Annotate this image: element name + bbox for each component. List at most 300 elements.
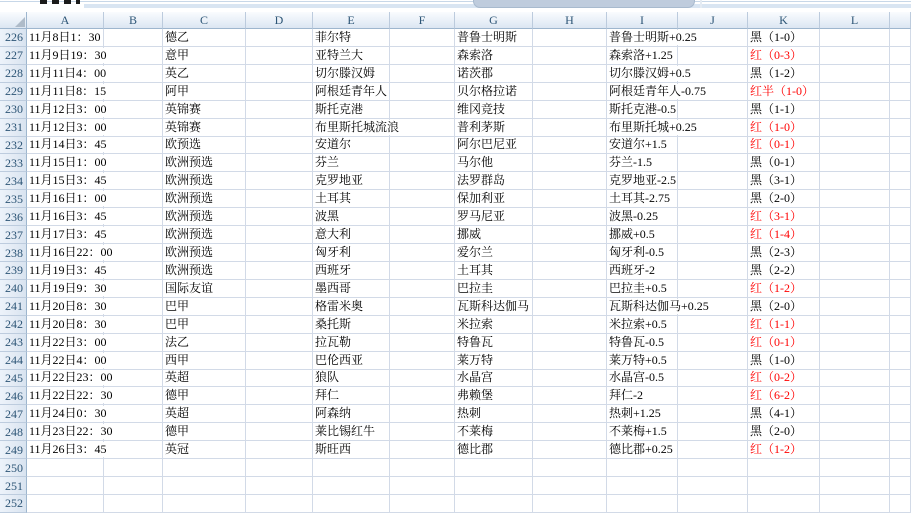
cell-E243[interactable] bbox=[313, 334, 390, 352]
cell-E228[interactable] bbox=[313, 65, 390, 83]
cell-H229[interactable] bbox=[533, 83, 607, 101]
cell-D244[interactable] bbox=[246, 352, 313, 370]
cell-L240[interactable] bbox=[820, 280, 890, 298]
cell-C244[interactable] bbox=[163, 352, 246, 370]
cell-J237[interactable] bbox=[678, 226, 748, 244]
cell-K243[interactable] bbox=[748, 334, 820, 352]
cell-K231[interactable] bbox=[748, 119, 820, 137]
cell-H231[interactable] bbox=[533, 119, 607, 137]
cell-A227[interactable] bbox=[27, 47, 107, 65]
cell-B252[interactable] bbox=[104, 495, 163, 513]
cell-G235[interactable] bbox=[455, 190, 533, 208]
cell-B251[interactable] bbox=[104, 477, 163, 495]
cell-F233[interactable] bbox=[390, 154, 455, 172]
cell-L232[interactable] bbox=[820, 137, 890, 155]
cell-B243[interactable] bbox=[104, 334, 163, 352]
cell-C231[interactable] bbox=[163, 119, 246, 137]
cell-D239[interactable] bbox=[246, 262, 313, 280]
cell-J252[interactable] bbox=[678, 495, 748, 513]
cell-I231[interactable] bbox=[607, 119, 697, 137]
column-header-K[interactable]: K bbox=[748, 12, 820, 29]
cell-C247[interactable] bbox=[163, 405, 246, 423]
cell-I232[interactable] bbox=[607, 137, 678, 155]
cell-D247[interactable] bbox=[246, 405, 313, 423]
cell-J239[interactable] bbox=[678, 262, 748, 280]
cell-J246[interactable] bbox=[678, 387, 748, 405]
cell-A236[interactable] bbox=[27, 208, 107, 226]
row-header-250[interactable]: 250 bbox=[0, 459, 27, 477]
cell-A240[interactable] bbox=[27, 280, 107, 298]
cell-E247[interactable] bbox=[313, 405, 390, 423]
cell-I238[interactable] bbox=[607, 244, 678, 262]
cell-H226[interactable] bbox=[533, 29, 607, 47]
cell-B245[interactable] bbox=[104, 370, 163, 388]
cell-J245[interactable] bbox=[678, 370, 748, 388]
row-header-247[interactable]: 247 bbox=[0, 405, 27, 423]
cell-G240[interactable] bbox=[455, 280, 533, 298]
cell-B246[interactable] bbox=[104, 387, 163, 405]
cell-F234[interactable] bbox=[390, 172, 455, 190]
row-header-236[interactable]: 236 bbox=[0, 208, 27, 226]
cell-F236[interactable] bbox=[390, 208, 455, 226]
row-header-230[interactable]: 230 bbox=[0, 101, 27, 119]
cell-I236[interactable] bbox=[607, 208, 678, 226]
cell-E238[interactable] bbox=[313, 244, 390, 262]
column-header-L[interactable]: L bbox=[820, 12, 890, 29]
cell-H227[interactable] bbox=[533, 47, 607, 65]
cell-C248[interactable] bbox=[163, 423, 246, 441]
cell-B227[interactable] bbox=[104, 47, 163, 65]
cell-A241[interactable] bbox=[27, 298, 107, 316]
cell-G228[interactable] bbox=[455, 65, 533, 83]
cell-C237[interactable] bbox=[163, 226, 246, 244]
column-header-I[interactable]: I bbox=[607, 12, 678, 29]
cell-L233[interactable] bbox=[820, 154, 890, 172]
cell-I252[interactable] bbox=[607, 495, 678, 513]
cell-H240[interactable] bbox=[533, 280, 607, 298]
cell-C226[interactable] bbox=[163, 29, 246, 47]
cell-H233[interactable] bbox=[533, 154, 607, 172]
cell-H239[interactable] bbox=[533, 262, 607, 280]
cell-K227[interactable] bbox=[748, 47, 820, 65]
cell-B232[interactable] bbox=[104, 137, 163, 155]
cell-H237[interactable] bbox=[533, 226, 607, 244]
cell-G238[interactable] bbox=[455, 244, 533, 262]
cell-J240[interactable] bbox=[678, 280, 748, 298]
column-header-D[interactable]: D bbox=[246, 12, 313, 29]
cell-C227[interactable] bbox=[163, 47, 246, 65]
cell-D245[interactable] bbox=[246, 370, 313, 388]
row-header-244[interactable]: 244 bbox=[0, 352, 27, 370]
cell-E242[interactable] bbox=[313, 316, 390, 334]
cell-E244[interactable] bbox=[313, 352, 390, 370]
cell-E236[interactable] bbox=[313, 208, 390, 226]
cell-I226[interactable] bbox=[607, 29, 697, 47]
cell-B231[interactable] bbox=[104, 119, 163, 137]
cell-K233[interactable] bbox=[748, 154, 820, 172]
cell-L234[interactable] bbox=[820, 172, 890, 190]
cell-I229[interactable] bbox=[607, 83, 706, 101]
row-header-239[interactable]: 239 bbox=[0, 262, 27, 280]
cell-F228[interactable] bbox=[390, 65, 455, 83]
cell-A249[interactable] bbox=[27, 441, 107, 459]
cell-A252[interactable] bbox=[27, 495, 104, 513]
cell-B240[interactable] bbox=[104, 280, 163, 298]
row-header-237[interactable]: 237 bbox=[0, 226, 27, 244]
cell-I243[interactable] bbox=[607, 334, 678, 352]
row-header-252[interactable]: 252 bbox=[0, 495, 27, 513]
cell-F242[interactable] bbox=[390, 316, 455, 334]
cell-B228[interactable] bbox=[104, 65, 163, 83]
cell-I237[interactable] bbox=[607, 226, 678, 244]
cell-A251[interactable] bbox=[27, 477, 104, 495]
cell-F239[interactable] bbox=[390, 262, 455, 280]
cell-I233[interactable] bbox=[607, 154, 678, 172]
cell-L246[interactable] bbox=[820, 387, 890, 405]
cell-F229[interactable] bbox=[390, 83, 455, 101]
cell-C250[interactable] bbox=[163, 459, 246, 477]
cell-E233[interactable] bbox=[313, 154, 390, 172]
cell-I227[interactable] bbox=[607, 47, 678, 65]
cell-F232[interactable] bbox=[390, 137, 455, 155]
cell-B238[interactable] bbox=[104, 244, 163, 262]
column-header-F[interactable]: F bbox=[390, 12, 455, 29]
cell-G247[interactable] bbox=[455, 405, 533, 423]
cell-D237[interactable] bbox=[246, 226, 313, 244]
cell-C236[interactable] bbox=[163, 208, 246, 226]
cell-K248[interactable] bbox=[748, 423, 820, 441]
cell-C233[interactable] bbox=[163, 154, 246, 172]
cell-L252[interactable] bbox=[820, 495, 890, 513]
cell-K230[interactable] bbox=[748, 101, 820, 119]
cell-I248[interactable] bbox=[607, 423, 678, 441]
cell-A233[interactable] bbox=[27, 154, 107, 172]
cell-D231[interactable] bbox=[246, 119, 313, 137]
row-header-251[interactable]: 251 bbox=[0, 477, 27, 495]
row-header-240[interactable]: 240 bbox=[0, 280, 27, 298]
cell-J242[interactable] bbox=[678, 316, 748, 334]
cell-C243[interactable] bbox=[163, 334, 246, 352]
cell-G242[interactable] bbox=[455, 316, 533, 334]
cell-K249[interactable] bbox=[748, 441, 820, 459]
cell-H248[interactable] bbox=[533, 423, 607, 441]
cell-E232[interactable] bbox=[313, 137, 390, 155]
cell-K228[interactable] bbox=[748, 65, 820, 83]
cell-B233[interactable] bbox=[104, 154, 163, 172]
cell-G230[interactable] bbox=[455, 101, 533, 119]
cell-E230[interactable] bbox=[313, 101, 390, 119]
cell-A248[interactable] bbox=[27, 423, 113, 441]
cell-F245[interactable] bbox=[390, 370, 455, 388]
cell-C241[interactable] bbox=[163, 298, 246, 316]
cell-E251[interactable] bbox=[313, 477, 390, 495]
cell-J230[interactable] bbox=[678, 101, 748, 119]
column-header-G[interactable]: G bbox=[455, 12, 533, 29]
cell-H246[interactable] bbox=[533, 387, 607, 405]
cell-E248[interactable] bbox=[313, 423, 390, 441]
cell-A239[interactable] bbox=[27, 262, 107, 280]
cell-L227[interactable] bbox=[820, 47, 890, 65]
cell-B244[interactable] bbox=[104, 352, 163, 370]
cell-H251[interactable] bbox=[533, 477, 607, 495]
cell-F248[interactable] bbox=[390, 423, 455, 441]
cell-F226[interactable] bbox=[390, 29, 455, 47]
row-header-226[interactable]: 226 bbox=[0, 29, 27, 47]
cell-A244[interactable] bbox=[27, 352, 107, 370]
cell-J234[interactable] bbox=[678, 172, 748, 190]
cell-K250[interactable] bbox=[748, 459, 820, 477]
cell-J249[interactable] bbox=[678, 441, 748, 459]
cell-L238[interactable] bbox=[820, 244, 890, 262]
cell-K235[interactable] bbox=[748, 190, 820, 208]
cell-L226[interactable] bbox=[820, 29, 890, 47]
cell-D242[interactable] bbox=[246, 316, 313, 334]
cell-E237[interactable] bbox=[313, 226, 390, 244]
cell-D230[interactable] bbox=[246, 101, 313, 119]
cell-L231[interactable] bbox=[820, 119, 890, 137]
cell-L247[interactable] bbox=[820, 405, 890, 423]
cell-A246[interactable] bbox=[27, 387, 113, 405]
cell-D235[interactable] bbox=[246, 190, 313, 208]
column-header-B[interactable]: B bbox=[104, 12, 163, 29]
cell-F246[interactable] bbox=[390, 387, 455, 405]
cell-G245[interactable] bbox=[455, 370, 533, 388]
row-header-233[interactable]: 233 bbox=[0, 154, 27, 172]
cell-G233[interactable] bbox=[455, 154, 533, 172]
cell-D248[interactable] bbox=[246, 423, 313, 441]
cell-K236[interactable] bbox=[748, 208, 820, 226]
cell-F227[interactable] bbox=[390, 47, 455, 65]
cell-D228[interactable] bbox=[246, 65, 313, 83]
cell-L228[interactable] bbox=[820, 65, 890, 83]
cell-E239[interactable] bbox=[313, 262, 390, 280]
cell-D234[interactable] bbox=[246, 172, 313, 190]
cell-A232[interactable] bbox=[27, 137, 107, 155]
row-header-229[interactable]: 229 bbox=[0, 83, 27, 101]
cell-C232[interactable] bbox=[163, 137, 246, 155]
cell-C245[interactable] bbox=[163, 370, 246, 388]
cell-G239[interactable] bbox=[455, 262, 533, 280]
cell-A237[interactable] bbox=[27, 226, 107, 244]
cell-D226[interactable] bbox=[246, 29, 313, 47]
cell-C251[interactable] bbox=[163, 477, 246, 495]
row-header-248[interactable]: 248 bbox=[0, 423, 27, 441]
cell-H252[interactable] bbox=[533, 495, 607, 513]
cell-F243[interactable] bbox=[390, 334, 455, 352]
cell-B242[interactable] bbox=[104, 316, 163, 334]
cell-F240[interactable] bbox=[390, 280, 455, 298]
cell-J232[interactable] bbox=[678, 137, 748, 155]
cell-F238[interactable] bbox=[390, 244, 455, 262]
column-header-H[interactable]: H bbox=[533, 12, 607, 29]
cell-E241[interactable] bbox=[313, 298, 390, 316]
cell-C240[interactable] bbox=[163, 280, 246, 298]
cell-A243[interactable] bbox=[27, 334, 107, 352]
cell-H243[interactable] bbox=[533, 334, 607, 352]
cell-I234[interactable] bbox=[607, 172, 678, 190]
cell-H234[interactable] bbox=[533, 172, 607, 190]
cell-H244[interactable] bbox=[533, 352, 607, 370]
cell-J233[interactable] bbox=[678, 154, 748, 172]
cell-B248[interactable] bbox=[104, 423, 163, 441]
row-header-243[interactable]: 243 bbox=[0, 334, 27, 352]
cell-B226[interactable] bbox=[104, 29, 163, 47]
cell-D233[interactable] bbox=[246, 154, 313, 172]
cell-K234[interactable] bbox=[748, 172, 820, 190]
cell-F250[interactable] bbox=[390, 459, 455, 477]
cell-G244[interactable] bbox=[455, 352, 533, 370]
cell-I230[interactable] bbox=[607, 101, 678, 119]
cell-L230[interactable] bbox=[820, 101, 890, 119]
cell-I242[interactable] bbox=[607, 316, 678, 334]
cell-F230[interactable] bbox=[390, 101, 455, 119]
cell-K238[interactable] bbox=[748, 244, 820, 262]
cell-J227[interactable] bbox=[678, 47, 748, 65]
row-header-245[interactable]: 245 bbox=[0, 370, 27, 388]
row-header-249[interactable]: 249 bbox=[0, 441, 27, 459]
cell-I235[interactable] bbox=[607, 190, 678, 208]
cell-G241[interactable] bbox=[455, 298, 533, 316]
cell-F244[interactable] bbox=[390, 352, 455, 370]
cell-E234[interactable] bbox=[313, 172, 390, 190]
cell-D240[interactable] bbox=[246, 280, 313, 298]
cell-I228[interactable] bbox=[607, 65, 691, 83]
cell-A235[interactable] bbox=[27, 190, 107, 208]
cell-E246[interactable] bbox=[313, 387, 390, 405]
cell-I240[interactable] bbox=[607, 280, 678, 298]
cell-A250[interactable] bbox=[27, 459, 104, 477]
cell-I239[interactable] bbox=[607, 262, 678, 280]
cell-B230[interactable] bbox=[104, 101, 163, 119]
cell-E249[interactable] bbox=[313, 441, 390, 459]
row-header-231[interactable]: 231 bbox=[0, 119, 27, 137]
cell-A242[interactable] bbox=[27, 316, 107, 334]
cell-A230[interactable] bbox=[27, 101, 107, 119]
cell-C230[interactable] bbox=[163, 101, 246, 119]
cell-J251[interactable] bbox=[678, 477, 748, 495]
cell-B234[interactable] bbox=[104, 172, 163, 190]
cell-B229[interactable] bbox=[104, 83, 163, 101]
cell-L239[interactable] bbox=[820, 262, 890, 280]
cell-I245[interactable] bbox=[607, 370, 678, 388]
cell-C235[interactable] bbox=[163, 190, 246, 208]
cell-H250[interactable] bbox=[533, 459, 607, 477]
cell-C252[interactable] bbox=[163, 495, 246, 513]
cell-G243[interactable] bbox=[455, 334, 533, 352]
cell-K251[interactable] bbox=[748, 477, 820, 495]
cell-D238[interactable] bbox=[246, 244, 313, 262]
cell-C234[interactable] bbox=[163, 172, 246, 190]
cell-C229[interactable] bbox=[163, 83, 246, 101]
cell-E252[interactable] bbox=[313, 495, 390, 513]
cell-H245[interactable] bbox=[533, 370, 607, 388]
cell-E231[interactable] bbox=[313, 119, 400, 137]
cell-B249[interactable] bbox=[104, 441, 163, 459]
cell-L248[interactable] bbox=[820, 423, 890, 441]
cell-D243[interactable] bbox=[246, 334, 313, 352]
cell-K226[interactable] bbox=[748, 29, 820, 47]
cell-H238[interactable] bbox=[533, 244, 607, 262]
cell-F247[interactable] bbox=[390, 405, 455, 423]
row-header-227[interactable]: 227 bbox=[0, 47, 27, 65]
cell-I241[interactable] bbox=[607, 298, 709, 316]
cell-E226[interactable] bbox=[313, 29, 390, 47]
cell-E235[interactable] bbox=[313, 190, 390, 208]
cell-I247[interactable] bbox=[607, 405, 678, 423]
cell-J235[interactable] bbox=[678, 190, 748, 208]
row-header-242[interactable]: 242 bbox=[0, 316, 27, 334]
cell-H249[interactable] bbox=[533, 441, 607, 459]
cell-J243[interactable] bbox=[678, 334, 748, 352]
cell-A226[interactable] bbox=[27, 29, 104, 47]
cell-K247[interactable] bbox=[748, 405, 820, 423]
cell-B235[interactable] bbox=[104, 190, 163, 208]
cell-G250[interactable] bbox=[455, 459, 533, 477]
cell-I249[interactable] bbox=[607, 441, 678, 459]
cell-L242[interactable] bbox=[820, 316, 890, 334]
cell-H235[interactable] bbox=[533, 190, 607, 208]
cell-K229[interactable] bbox=[748, 83, 820, 101]
cell-A245[interactable] bbox=[27, 370, 113, 388]
cell-H230[interactable] bbox=[533, 101, 607, 119]
cell-K241[interactable] bbox=[748, 298, 820, 316]
cell-I251[interactable] bbox=[607, 477, 678, 495]
cell-G252[interactable] bbox=[455, 495, 533, 513]
cell-L241[interactable] bbox=[820, 298, 890, 316]
cell-H236[interactable] bbox=[533, 208, 607, 226]
column-header-C[interactable]: C bbox=[163, 12, 246, 29]
cell-J244[interactable] bbox=[678, 352, 748, 370]
cell-A238[interactable] bbox=[27, 244, 113, 262]
cell-L235[interactable] bbox=[820, 190, 890, 208]
cell-D227[interactable] bbox=[246, 47, 313, 65]
select-all-corner[interactable] bbox=[0, 12, 27, 29]
cell-K244[interactable] bbox=[748, 352, 820, 370]
cell-L244[interactable] bbox=[820, 352, 890, 370]
cell-C246[interactable] bbox=[163, 387, 246, 405]
cell-A231[interactable] bbox=[27, 119, 107, 137]
cell-B247[interactable] bbox=[104, 405, 163, 423]
cell-B236[interactable] bbox=[104, 208, 163, 226]
cell-J250[interactable] bbox=[678, 459, 748, 477]
cell-K237[interactable] bbox=[748, 226, 820, 244]
cell-H232[interactable] bbox=[533, 137, 607, 155]
column-header-E[interactable]: E bbox=[313, 12, 390, 29]
cell-K246[interactable] bbox=[748, 387, 820, 405]
cell-F231[interactable] bbox=[390, 119, 455, 137]
cell-E245[interactable] bbox=[313, 370, 390, 388]
row-header-235[interactable]: 235 bbox=[0, 190, 27, 208]
cell-A247[interactable] bbox=[27, 405, 107, 423]
cell-C249[interactable] bbox=[163, 441, 246, 459]
cell-K252[interactable] bbox=[748, 495, 820, 513]
column-header-J[interactable]: J bbox=[678, 12, 748, 29]
cell-G251[interactable] bbox=[455, 477, 533, 495]
cell-G248[interactable] bbox=[455, 423, 533, 441]
cell-G229[interactable] bbox=[455, 83, 533, 101]
cell-L237[interactable] bbox=[820, 226, 890, 244]
cell-F237[interactable] bbox=[390, 226, 455, 244]
cell-B241[interactable] bbox=[104, 298, 163, 316]
cell-F235[interactable] bbox=[390, 190, 455, 208]
cell-E250[interactable] bbox=[313, 459, 390, 477]
cell-B237[interactable] bbox=[104, 226, 163, 244]
cell-E227[interactable] bbox=[313, 47, 390, 65]
row-header-238[interactable]: 238 bbox=[0, 244, 27, 262]
cell-K239[interactable] bbox=[748, 262, 820, 280]
row-header-234[interactable]: 234 bbox=[0, 172, 27, 190]
row-header-232[interactable]: 232 bbox=[0, 137, 27, 155]
